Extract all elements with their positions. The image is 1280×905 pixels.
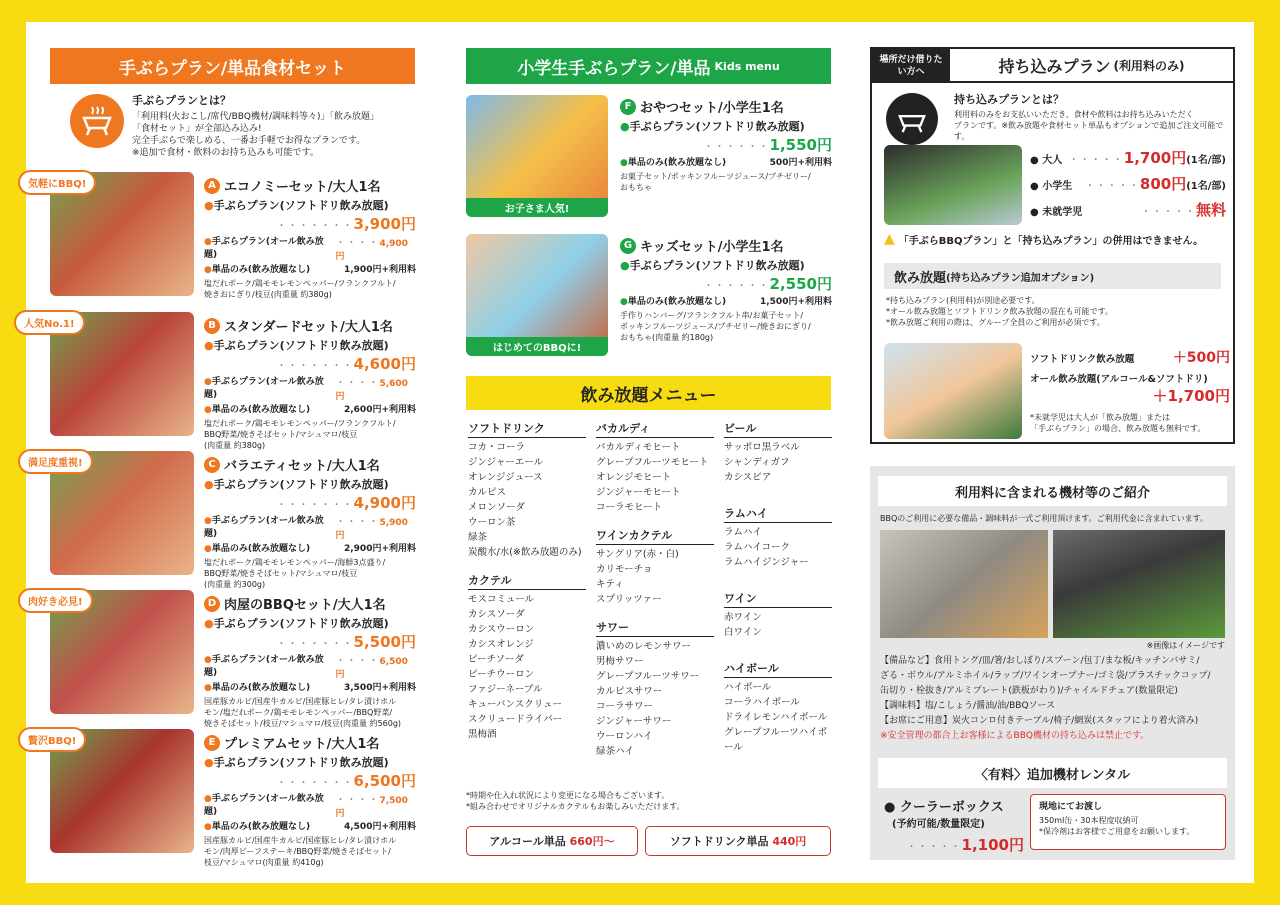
kids-set-badge: G [620,238,636,254]
kids-header [466,48,831,84]
intro-line: 「利用料(火おこし/席代/BBQ機材/調味料等々)」「飲み放題」 [132,112,380,122]
kids-set-name: キッズセット/小学生1名 [640,240,784,255]
warning-row [884,231,1229,247]
drink-item: カルピスサワー [596,686,663,697]
bbq-icon [70,94,124,148]
kids-single-row: ●単品のみ(飲み放題なし) 500円+利用料 [620,155,832,168]
option-note: *持ち込みプラン(利用料)が別途必要です。 [886,296,1040,305]
drink-item: メロンソーダ [468,502,526,513]
kids-header-title: 小学生手ぶらプラン/単品 [517,58,711,79]
set-badge: E [204,735,220,751]
equipment-line: ざる・ボウル/アルミホイル/ラップ/ワインオープナー/ゴミ袋/プラスチックコップ/ [880,671,1211,681]
drink-item: カリモーチョ [596,564,653,575]
left-header: 手ぶらプラン/単品食材セット [50,48,415,84]
set-desc [204,557,416,590]
drink-item: 炭酸水/水(※飲み放題のみ) [468,547,582,558]
soft-single-box [645,826,831,856]
bring-price-row: ● 未就学児 ・・・・・無料 [1030,201,1226,219]
drink-group-title: ハイボール [724,660,832,678]
bring-price-row: ● 小学生 ・・・・・800円(1名/部) [1030,175,1226,193]
kids-set-price: 2,550円 [769,275,832,293]
set-single-row: ●単品のみ(飲み放題なし) 1,900円+利用料 [204,262,416,275]
set-desc-line: BBQ野菜/焼きそばセット/マシュマロ/枝豆 [204,430,358,439]
drinks-note: *組み合わせでオリジナルカクテルもお楽しみいただけます。 [466,802,685,811]
set-info [204,316,416,451]
bring-intro-title: 持ち込みプランとは？ [954,93,1064,106]
venue-photo [884,145,1022,225]
kids-set-plan: 手ぶらプラン(ソフトドリ飲み放題) [629,120,805,133]
drink-group [596,420,714,515]
kids-set-plan: 手ぶらプラン(ソフトドリ飲み放題) [629,259,805,272]
drink-item: キューバンスクリュー [468,699,562,710]
set-desc-line: (肉重量 約380g) [204,441,266,450]
set-desc-line: 焼きおにぎり/枝豆(肉重量 約380g) [204,290,332,299]
set-price-row: ・・・・・・・6,500円 [276,772,416,790]
drink-item: ウーロンハイ [596,731,653,742]
kids-set-info [620,97,832,193]
set-price: 3,900円 [353,215,416,233]
set-single-price: 4,500円+利用料 [343,822,416,832]
set-plan-row: ●手ぶらプラン(ソフトドリ飲み放題) [204,339,389,352]
drink-group-title: バカルディ [596,420,714,438]
equipment-line: 【備品など】食用トング/皿/箸/おしぼり/スプーン/包丁/まな板/キッチンバサミ/ [880,656,1200,666]
intro-title: 手ぶらプランとは？ [132,94,231,107]
drink-item: グレープフルーツモヒート [596,457,709,468]
drink-item: 赤ワイン [724,612,762,623]
drink-item: サングリア(赤・白) [596,549,679,560]
kids-plan-row: ●手ぶらプラン(ソフトドリ飲み放題) [620,120,805,133]
set-alc-row: ●手ぶらプラン(オール飲み放題) ・・・・6,500円 [204,655,408,680]
set-desc-line: 枝豆/マシュマロ(肉重量 約410g) [204,858,324,867]
set-alc-label: 手ぶらプラン(オール飲み放題) [204,516,324,539]
alc-label: アルコール単品 [489,835,566,848]
set-desc-line: BBQ野菜/焼きそばセット/マシュマロ/枝豆 [204,569,358,578]
drink-item: ファジーネーブル [468,684,543,695]
set-title [204,176,416,195]
kids-single-price: 1,500円+利用料 [759,297,832,307]
drink-item: ジンジャーエール [468,457,544,468]
set-name: エコノミーセット/大人1名 [224,180,381,195]
intro-line: 「食材セット」が全部込み込み! [132,124,262,134]
kids-set-badge: F [620,99,636,115]
set-single-label: 単品のみ(飲み放題なし) [211,405,311,415]
intro-line: ※追加で食材・飲料のお持ち込みも可能です。 [132,148,319,158]
set-plan-row: ●手ぶらプラン(ソフトドリ飲み放題) [204,756,389,769]
set-price-row: ・・・・・・・3,900円 [276,215,416,233]
set-plan-row: ●手ぶらプラン(ソフトドリ飲み放題) [204,199,389,212]
drink-item: カシスオレンジ [468,639,534,650]
drinks-photo [884,343,1022,439]
bring-header [950,49,1233,83]
kids-set-info [620,236,832,343]
alcohol-single-box [466,826,638,856]
cooler-box-line: 350ml缶・30本程度収納可 [1039,816,1139,825]
cooler-box-title: 現地にてお渡し [1039,802,1103,812]
set-badge: B [204,318,220,334]
drink-group-title: カクテル [468,572,586,590]
kids-single-label: 単品のみ(飲み放題なし) [627,158,727,168]
kids-desc-line: 手作りハンバーグ/フランクフルト串/お菓子セット/ [620,311,804,320]
set-single-price: 1,900円+利用料 [343,265,416,275]
drink-group-title: ソフトドリンク [468,420,586,438]
drink-item: 緑茶ハイ [596,746,635,757]
drink-group-title: サワー [596,619,714,637]
kids-single-label: 単品のみ(飲み放題なし) [627,297,727,307]
image-note: ※画像はイメージです [1146,641,1225,650]
kids-set-price: 1,550円 [769,136,832,154]
set-single-row: ●単品のみ(飲み放題なし) 2,900円+利用料 [204,541,416,554]
option-title: 飲み放題 [894,270,947,286]
set-badge: D [204,596,220,612]
set-desc-line: 塩だれポーク/鶏モモレモンペッパー/海鮮3点盛り/ [204,558,386,567]
set-single-row: ●単品のみ(飲み放題なし) 2,600円+利用料 [204,402,416,415]
set-alc-label: 手ぶらプラン(オール飲み放題) [204,794,324,817]
set-single-row: ●単品のみ(飲み放題なし) 3,500円+利用料 [204,680,416,693]
set-single-price: 2,900円+利用料 [343,544,416,554]
option-note: *オール飲み放題とソフトドリンク飲み放題の混在も可能です。 [886,307,1114,316]
equipment-photo-table [1053,530,1225,638]
all-option-label: オール飲み放題(アルコール&ソフトドリ) [1030,374,1208,385]
drink-item: バカルディモヒート [596,442,681,453]
kids-plan-row: ●手ぶらプラン(ソフトドリ飲み放題) [620,259,805,272]
kids-desc-line: おもちゃ(肉重量 約180g) [620,333,714,342]
free-note: 「手ぶらプラン」の場合、飲み放題も無料です。 [1030,424,1206,433]
equipment-box: 利用料に含まれる機材等のご紹介 BBQのご利用に必要な備品・調味料が一式ご利用頂けます。ご利用代金に含まれています。 ※画像はイメージです 【備品など】食用トング/皿/箸/おしぼり/スプーン/包丁/まな板/キッチンバサミ/ ざる・ボウル/アルミホイル/ラップ/ワインオープナー/ゴミ袋/プラスチックコップ/ 缶切り・栓抜き/アルミプレート(鉄板がわり)/チャイルドチェア(数量限定) 【調味料】塩/こしょう/醤油/油/BBQソース 【お席にご用意】炭火コンロ付きテーブル/椅子/網炭(スタッフにより着火済み) ※安全管理の都合上お客様によるBBQ機材の持ち込みは禁止です。 〈有料〉追加機材レンタル ● クーラーボックス (予約可能/数量限定) ・・・・・1,100円 現地にてお渡し 350ml缶・30本程度収納可 *保冷剤はお客様でご用意をお願いします。 [870,466,1235,860]
option-note: *飲み放題ご利用の際は、グループ全員のご利用が必須です。 [886,318,1105,327]
set-info [204,594,416,729]
drink-item: モスコミュール [468,594,535,605]
drink-item: カシスウーロン [468,624,535,635]
equipment-line: 【お席にご用意】炭火コンロ付きテーブル/椅子/網炭(スタッフにより着火済み) [880,716,1199,726]
drink-group [596,527,714,607]
equipment-photo-tools [880,530,1048,638]
equipment-line: 【調味料】塩/こしょう/醤油/油/BBQソース [880,701,1056,711]
set-tag: 贅沢BBQ! [18,727,86,752]
drink-group [468,572,586,742]
kids-price-row: ・・・・・・2,550円 [703,275,832,293]
set-desc-line: モン/肉厚ビーフステーキ/BBQ野菜/焼きそばセット/ [204,847,391,856]
set-name: スタンダードセット/大人1名 [224,320,393,335]
set-desc-line: 焼きそばセット/枝豆/マシュマロ/枝豆(肉重量 約560g) [204,719,402,728]
soft-option-row [1030,347,1230,367]
drink-group-title: ビール [724,420,832,438]
set-alc-label: 手ぶらプラン(オール飲み放題) [204,237,324,260]
drink-item: ウーロン茶 [468,517,516,528]
set-tag: 満足度重視! [18,449,93,474]
drink-item: オレンジジュース [468,472,543,483]
bring-price-unit: (1名/部) [1186,181,1226,192]
bring-price-label: 大人 [1042,155,1063,166]
set-alc-price: 6,500円 [335,657,408,680]
bring-price-label: 小学生 [1042,181,1073,192]
drink-column [724,420,832,755]
bring-header-title: 持ち込みプラン [998,56,1111,76]
kids-set-name: おやつセット/小学生1名 [640,101,784,116]
drink-item: コーラサワー [596,701,654,712]
set-plan-row: ●手ぶらプラン(ソフトドリ飲み放題) [204,617,389,630]
set-price-row: ・・・・・・・4,900円 [276,494,416,512]
bring-price-row: ● 大人 ・・・・・1,700円(1名/部) [1030,149,1226,167]
drink-item: スプリッツァー [596,594,662,605]
cooler-box-line: *保冷剤はお客様でご用意をお願いします。 [1039,827,1195,836]
kids-set-title [620,97,832,116]
bring-intro-line: プランです。※飲み放題や食材セット単品もオプションで追加ご注文可能です。 [954,121,1224,141]
set-title [204,594,416,613]
set-desc-line: 塩だれポーク/鶏モモレモンペッパー/フランクフルト/ [204,279,396,288]
set-desc-line: 国産豚カルビ/国産牛カルビ/国産豚ヒレ/タレ漬けホル [204,697,397,706]
kids-set-title [620,236,832,255]
set-desc [204,696,416,729]
free-note: *未就学児は大人が「飲み放題」または [1030,413,1170,422]
set-plan-row: ●手ぶらプラン(ソフトドリ飲み放題) [204,478,389,491]
drink-item: ジンジャーサワー [596,716,672,727]
drink-item: ピーチソーダ [468,654,525,665]
photo-caption: はじめてのBBQに! [466,337,608,356]
soft-option-price: ＋500円 [1172,350,1230,366]
drink-item: 黒梅酒 [468,729,497,740]
kids-header-sub: Kids menu [714,59,780,73]
soft-option-label: ソフトドリンク飲み放題 [1030,354,1135,365]
drink-group [724,590,832,640]
drink-item: コカ・コーラ [468,442,526,453]
set-title [204,733,416,752]
set-alc-row: ●手ぶらプラン(オール飲み放題) ・・・・4,900円 [204,237,408,262]
set-plan: 手ぶらプラン(ソフトドリ飲み放題) [213,199,389,212]
set-single-row: ●単品のみ(飲み放題なし) 4,500円+利用料 [204,819,416,832]
set-alc-label: 手ぶらプラン(オール飲み放題) [204,655,324,678]
drink-group [468,420,586,560]
set-alc-label: 手ぶらプラン(オール飲み放題) [204,377,324,400]
drink-item: カルピス [468,487,507,498]
drink-item: ラムハイコーク [724,542,791,553]
set-alc-row: ●手ぶらプラン(オール飲み放題) ・・・・5,600円 [204,377,408,402]
set-plan: 手ぶらプラン(ソフトドリ飲み放題) [213,756,389,769]
set-single-label: 単品のみ(飲み放題なし) [211,683,311,693]
drink-item: ジンジャーモヒート [596,487,681,498]
set-price: 5,500円 [353,633,416,651]
drink-column [468,420,586,742]
kids-desc-line: お菓子セット/ポッキンフルーツジュース/プチゼリー/ [620,172,811,181]
drink-item: シャンディガフ [724,457,790,468]
drink-item: カシスビア [724,472,772,483]
kids-single-row: ●単品のみ(飲み放題なし) 1,500円+利用料 [620,294,832,307]
drinks-note: *時期や仕入れ状況により変更になる場合もございます。 [466,791,670,800]
kids-photo-meal [466,234,608,356]
drink-column [596,420,714,759]
set-alc-price: 7,500円 [335,796,408,819]
set-price: 6,500円 [353,772,416,790]
drink-item: カシスソーダ [468,609,525,620]
set-title [204,455,416,474]
drink-item: スクリュードライバー [468,714,563,725]
bring-price-value: 1,700円 [1123,149,1187,167]
bring-price-value: 800円 [1139,175,1187,193]
set-price: 4,900円 [353,494,416,512]
set-single-label: 単品のみ(飲み放題なし) [211,544,311,554]
set-desc-line: (肉重量 約300g) [204,580,266,589]
kids-column [466,48,831,84]
set-alc-price: 4,900円 [335,239,408,262]
set-desc [204,278,416,300]
drink-group [596,619,714,759]
set-info [204,455,416,590]
set-tag: 気軽にBBQ! [18,170,96,195]
soft-price: 440円 [772,835,807,848]
drink-item: ピーチウーロン [468,669,535,680]
set-tag: 肉好き必見! [18,588,93,613]
drink-item: オレンジモヒート [596,472,672,483]
drink-group-title: ワイン [724,590,832,608]
drink-group [724,505,832,570]
set-badge: C [204,457,220,473]
soft-label: ソフトドリンク単品 [669,835,769,848]
set-desc [204,418,416,451]
bring-plan-box [870,47,1235,444]
drink-item: キティ [596,579,624,590]
cooler-sub: (予約可能/数量限定) [892,819,985,830]
photo-caption: お子さま人気! [466,198,608,217]
option-header [884,263,1221,289]
warning-text: 「手ぶらBBQプラン」と「持ち込みプラン」の併用はできません。 [898,235,1204,247]
drink-item: ラムハイジンジャー [724,557,809,568]
drink-item: グレープフルーツハイボール [724,727,828,753]
set-info [204,176,416,300]
equipment-intro: BBQのご利用に必要な備品・調味料が一式ご利用頂けます。ご利用代金に含まれています。 [880,514,1208,523]
cooler-label-row: ● クーラーボックス [884,800,1004,815]
set-title [204,316,416,335]
drink-item: グレープフルーツサワー [596,671,700,682]
set-desc-line: 国産豚カルビ/国産牛カルビ/国産豚ヒレ/タレ漬けホル [204,836,397,845]
drinks-header: 飲み放題メニュー [466,376,831,410]
cooler-info-box [1030,794,1226,850]
set-info [204,733,416,868]
kids-price-row: ・・・・・・1,550円 [703,136,832,154]
set-badge: A [204,178,220,194]
bbq-icon [886,93,938,145]
set-single-label: 単品のみ(飲み放題なし) [211,265,311,275]
drinks-notes [466,790,831,812]
set-desc-line: 塩だれポーク/鶏モモレモンペッパー/フランクフルト/ [204,419,396,428]
alc-price: 660円〜 [569,835,615,848]
set-alc-price: 5,900円 [335,518,408,541]
set-desc-line: モン/塩だれポーク/鶏モモレモンペッパー/BBQ野菜/ [204,708,393,717]
bring-price-unit: (1名/部) [1186,155,1226,166]
equipment-header: 利用料に含まれる機材等のご紹介 [878,476,1227,506]
set-single-label: 単品のみ(飲み放題なし) [211,822,311,832]
set-single-price: 2,600円+利用料 [343,405,416,415]
warning-icon: ▲ [884,231,895,247]
set-plan: 手ぶらプラン(ソフトドリ飲み放題) [213,617,389,630]
set-price-row: ・・・・・・・5,500円 [276,633,416,651]
drink-item: 男梅サワー [596,656,644,667]
kids-single-price: 500円+利用料 [769,158,832,168]
bring-intro-line: 利用料のみをお支払いいただき、食材や飲料はお持ち込みいただく [954,110,1194,119]
kids-desc-line: おもちゃ [620,183,652,192]
kids-desc-line: ポッキンフルーツジュース/プチゼリー/焼きおにぎり/ [620,322,811,331]
equipment-warning: ※安全管理の都合上お客様によるBBQ機材の持ち込みは禁止です。 [880,731,1150,741]
all-option-price: ＋1,700円 [1152,387,1230,405]
set-name: プレミアムセット/大人1名 [224,737,380,752]
drink-item: サッポロ黒ラベル [724,442,800,453]
drink-item: 濃いめのレモンサワー [596,641,692,652]
drink-item: コーラモヒート [596,502,663,513]
set-price-row: ・・・・・・・4,600円 [276,355,416,373]
set-tag: 人気No.1! [14,310,85,335]
bring-price-value: 無料 [1195,201,1226,219]
set-alc-row: ●手ぶらプラン(オール飲み放題) ・・・・5,900円 [204,516,408,541]
drink-item: ハイボール [724,682,772,693]
rental-header: 〈有料〉追加機材レンタル [878,758,1227,788]
set-name: バラエティセット/大人1名 [224,459,380,474]
set-alc-price: 5,600円 [335,379,408,402]
set-plan: 手ぶらプラン(ソフトドリ飲み放題) [213,478,389,491]
cooler-label: クーラーボックス [899,800,1004,815]
drink-item: ドライレモンハイボール [724,712,828,723]
drink-group [724,420,832,485]
equipment-line: 缶切り・栓抜き/アルミプレート(鉄板がわり)/チャイルドチェア(数量限定) [880,686,1178,696]
set-alc-row: ●手ぶらプラン(オール飲み放題) ・・・・7,500円 [204,794,408,819]
set-desc [204,835,416,868]
option-sub: (持ち込みプラン追加オプション) [946,272,1095,284]
corner-tag: 場所だけ借りたい方へ [872,49,950,83]
bring-header-sub: (利用料のみ) [1113,58,1185,73]
intro-line: 完全手ぶらで楽しめる、一番お手軽でお得なプランです。 [132,136,366,146]
drink-group-title: ワインカクテル [596,527,714,545]
set-name: 肉屋のBBQセット/大人1名 [224,598,386,613]
bring-price-label: 未就学児 [1042,207,1083,218]
drink-group-title: ラムハイ [724,505,832,523]
set-single-price: 3,500円+利用料 [343,683,416,693]
drink-item: 緑茶 [468,532,488,543]
kids-photo-snacks [466,95,608,217]
drink-item: ラムハイ [724,527,762,538]
set-plan: 手ぶらプラン(ソフトドリ飲み放題) [213,339,389,352]
drink-item: 白ワイン [724,627,762,638]
set-price: 4,600円 [353,355,416,373]
cooler-price: 1,100円 [961,836,1024,854]
drink-group [724,660,832,755]
drink-item: コーラハイボール [724,697,800,708]
